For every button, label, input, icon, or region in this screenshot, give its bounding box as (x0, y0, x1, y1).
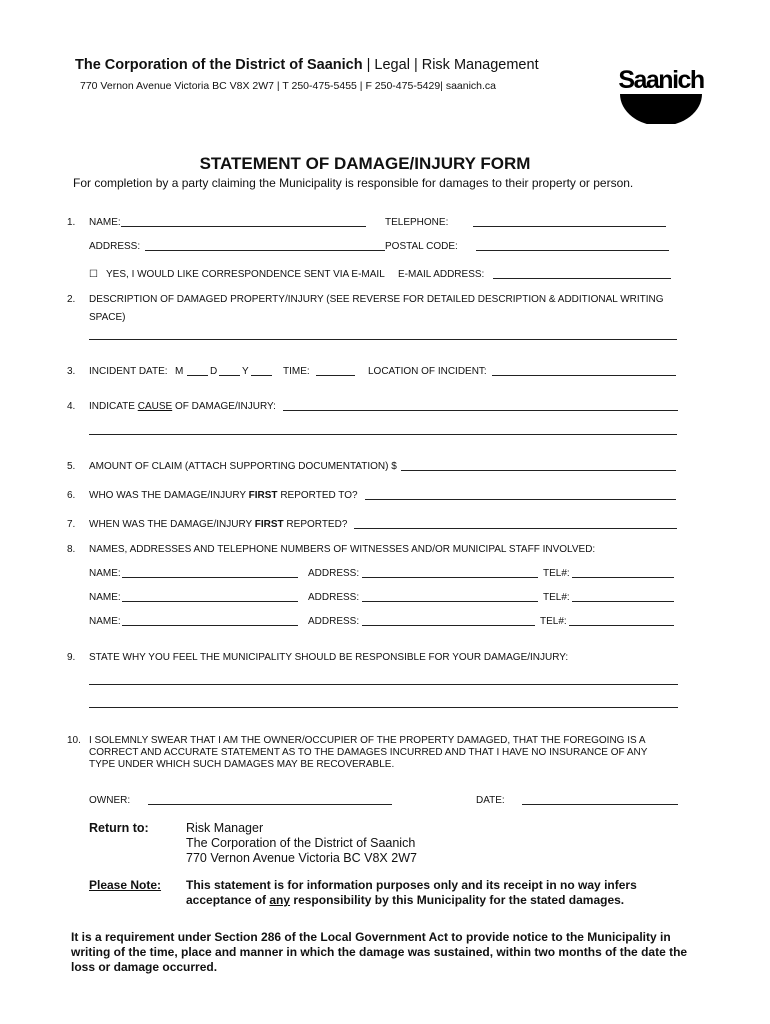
responsibility-field-2[interactable] (89, 707, 678, 708)
claim-amount-label: AMOUNT OF CLAIM (ATTACH SUPPORTING DOCUMENTATION) $ (89, 461, 397, 472)
incident-date-label: INCIDENT DATE: (89, 366, 168, 377)
address-label: ADDRESS: (89, 241, 141, 252)
legal-requirement-notice: It is a requirement under Section 286 of the Local Government Act to provide notice to the Municipality in writing of the time, place and manner in which the damage was sustained, within two months of the date the loss or damage occurred. (71, 930, 688, 974)
item-number-1: 1. (67, 217, 76, 228)
email-address-field[interactable] (493, 278, 671, 279)
owner-signature-field[interactable] (148, 804, 392, 805)
first-reported-to-label (89, 490, 358, 501)
when-first-word: FIRST (254, 519, 284, 530)
witness-tel-field[interactable] (569, 625, 674, 626)
org-header-title (75, 57, 539, 73)
time-label: TIME: (283, 366, 310, 377)
cause-label-post: OF DAMAGE/INJURY: (172, 401, 276, 412)
day-field[interactable] (219, 375, 240, 376)
witness-address-label: ADDRESS: (308, 592, 360, 603)
witness-tel-label: TEL#: (543, 592, 570, 603)
when-reported-field[interactable] (354, 528, 677, 529)
cause-word: CAUSE (137, 401, 173, 412)
org-address-line: 770 Vernon Avenue Victoria BC V8X 2W7 | T 250-475-5455 | F 250-475-5429| saanich.ca (80, 80, 497, 92)
item-number-4: 4. (67, 401, 76, 412)
telephone-field[interactable] (473, 226, 666, 227)
cause-label-pre: INDICATE (89, 401, 138, 412)
location-field[interactable] (492, 375, 676, 376)
first-reported-to-field[interactable] (365, 499, 676, 500)
saanich-logo (612, 52, 710, 124)
cause-label (89, 401, 276, 412)
month-label: M (175, 366, 184, 377)
day-label: D (210, 366, 218, 377)
year-field[interactable] (251, 375, 272, 376)
org-dept: | Legal | Risk Management (362, 57, 539, 73)
name-label: NAME: (89, 217, 121, 228)
oath-line-3: TYPE UNDER WHICH SUCH DAMAGES MAY BE RECOVERABLE. (89, 759, 395, 770)
oath-line-2: CORRECT AND ACCURATE STATEMENT AS TO THE DAMAGES INCURRED AND THAT I HAVE NO INSURANCE OF ANY (89, 747, 648, 758)
item-number-8: 8. (67, 544, 76, 555)
postal-code-field[interactable] (476, 250, 669, 251)
responsibility-label: STATE WHY YOU FEEL THE MUNICIPALITY SHOULD BE RESPONSIBLE FOR YOUR DAMAGE/INJURY: (89, 652, 569, 663)
note-line-1: This statement is for information purposes only and its receipt in no way infers (186, 878, 637, 892)
when-reported-label (89, 519, 347, 530)
witness-address-field[interactable] (362, 577, 538, 578)
form-subtitle: For completion by a party claiming the Municipality is responsible for damages to their property or person. (73, 176, 634, 190)
witness-name-label: NAME: (89, 568, 121, 579)
witness-tel-field[interactable] (572, 601, 674, 602)
claim-amount-field[interactable] (401, 470, 676, 471)
witness-address-label: ADDRESS: (308, 616, 360, 627)
item-number-3: 3. (67, 366, 76, 377)
item-number-7: 7. (67, 519, 76, 530)
cause-field-2[interactable] (89, 434, 677, 435)
date-label: DATE: (476, 795, 505, 806)
witness-name-field[interactable] (122, 577, 298, 578)
witness-address-label: ADDRESS: (308, 568, 360, 579)
time-field[interactable] (316, 375, 355, 376)
logo-text: Saanich (618, 66, 704, 94)
witness-address-field[interactable] (362, 625, 535, 626)
witness-name-label: NAME: (89, 616, 121, 627)
witness-name-field[interactable] (122, 601, 298, 602)
email-checkbox[interactable]: ☐ (89, 269, 98, 280)
email-address-label: E-MAIL ADDRESS: (398, 269, 485, 280)
witness-name-label: NAME: (89, 592, 121, 603)
witness-label: NAMES, ADDRESSES AND TELEPHONE NUMBERS OF WITNESSES AND/OR MUNICIPAL STAFF INVOLVED: (89, 544, 596, 555)
first-word: FIRST (248, 490, 278, 501)
first-to-post: REPORTED TO? (277, 490, 358, 501)
when-pre: WHEN WAS THE DAMAGE/INJURY (89, 519, 255, 530)
note-line-2-post: responsibility by this Municipality for the stated damages. (290, 893, 625, 907)
witness-tel-label: TEL#: (540, 616, 567, 627)
item-number-9: 9. (67, 652, 76, 663)
note-line-2-pre: acceptance of (186, 893, 270, 907)
return-to-label: Return to: (89, 821, 149, 835)
first-to-pre: WHO WAS THE DAMAGE/INJURY (89, 490, 249, 501)
return-to-line-2: The Corporation of the District of Saanich (186, 836, 416, 850)
telephone-label: TELEPHONE: (385, 217, 449, 228)
witness-tel-label: TEL#: (543, 568, 570, 579)
date-field[interactable] (522, 804, 678, 805)
description-label: DESCRIPTION OF DAMAGED PROPERTY/INJURY (SEE REVERSE FOR DETAILED DESCRIPTION & ADDITIONAL WRITING (89, 294, 664, 305)
item-number-6: 6. (67, 490, 76, 501)
address-field[interactable] (145, 250, 385, 251)
oath-line-1: I SOLEMNLY SWEAR THAT I AM THE OWNER/OCCUPIER OF THE PROPERTY DAMAGED, THAT THE FOREGOING IS A (89, 735, 646, 746)
item-number-5: 5. (67, 461, 76, 472)
cause-field[interactable] (283, 410, 678, 411)
name-field[interactable] (121, 226, 366, 227)
witness-tel-field[interactable] (572, 577, 674, 578)
item-number-10: 10. (67, 735, 81, 746)
witness-address-field[interactable] (362, 601, 538, 602)
item-number-2: 2. (67, 294, 76, 305)
when-post: REPORTED? (283, 519, 348, 530)
location-label: LOCATION OF INCIDENT: (368, 366, 487, 377)
form-title: STATEMENT OF DAMAGE/INJURY FORM (199, 154, 531, 173)
year-label: Y (242, 366, 249, 377)
postal-code-label: POSTAL CODE: (385, 241, 458, 252)
return-to-line-3: 770 Vernon Avenue Victoria BC V8X 2W7 (186, 851, 417, 865)
return-to-line-1: Risk Manager (186, 821, 264, 835)
note-line-2 (186, 893, 624, 907)
description-field[interactable] (89, 339, 677, 340)
note-any-word: any (269, 893, 291, 907)
owner-label: OWNER: (89, 795, 131, 806)
email-opt-label: YES, I WOULD LIKE CORRESPONDENCE SENT VIA E-MAIL (106, 269, 385, 280)
description-label-cont: SPACE) (89, 312, 126, 323)
witness-name-field[interactable] (122, 625, 298, 626)
responsibility-field[interactable] (89, 684, 678, 685)
please-note-label: Please Note: (89, 878, 162, 892)
month-field[interactable] (187, 375, 208, 376)
org-name: The Corporation of the District of Saanich (75, 57, 363, 73)
